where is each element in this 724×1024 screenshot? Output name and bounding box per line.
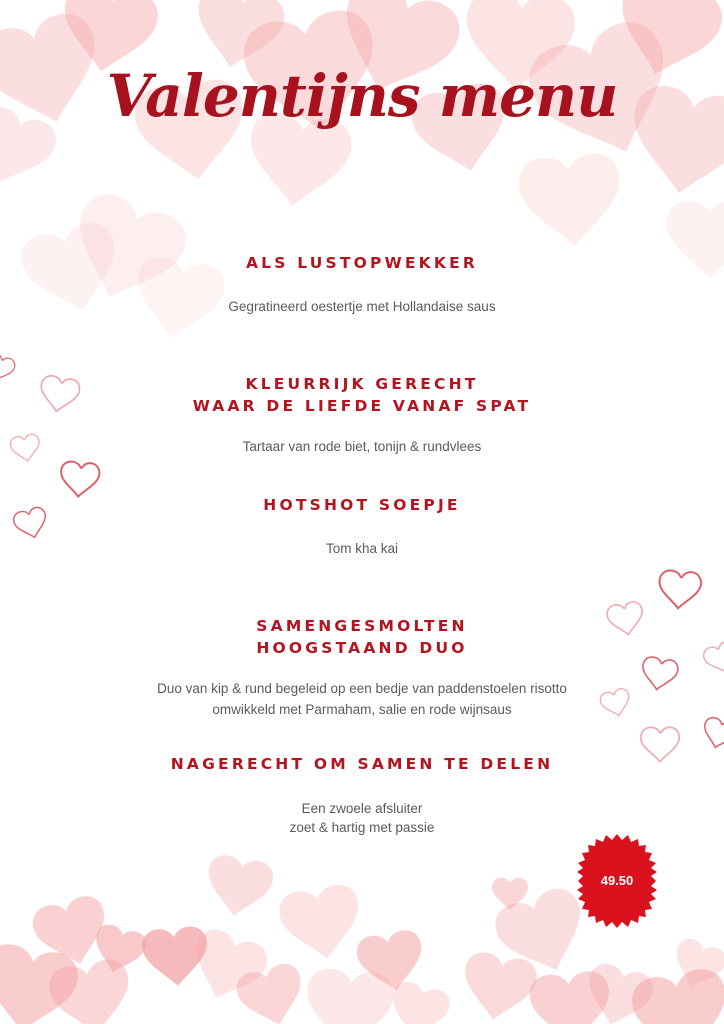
menu-title: Valentijns menu xyxy=(106,62,618,130)
course-heading: HOTSHOT SOEPJE xyxy=(263,496,461,514)
course-description-line2: omwikkeld met Parmaham, salie en rode wijnsaus xyxy=(212,702,512,717)
course-description-line2: zoet & hartig met passie xyxy=(289,820,435,835)
course-heading: SAMENGESMOLTEN xyxy=(256,617,468,635)
course-heading-line2: HOOGSTAAND DUO xyxy=(256,639,468,657)
course-heading: ALS LUSTOPWEKKER xyxy=(245,254,479,272)
course-heading: NAGERECHT OM SAMEN TE DELEN xyxy=(170,755,554,773)
course-description: Duo van kip & rund begeleid op een bedje van paddenstoelen risotto xyxy=(157,681,567,696)
course-heading: KLEURRIJK GERECHT xyxy=(245,375,479,393)
course-description: Gegratineerd oestertje met Hollandaise saus xyxy=(228,299,496,314)
course-heading-line2: WAAR DE LIEFDE VANAF SPAT xyxy=(192,397,532,415)
price-badge xyxy=(570,834,664,928)
course-description: Een zwoele afsluiter xyxy=(301,801,423,816)
right-outline-hearts xyxy=(599,569,724,761)
course-description: Tartaar van rode biet, tonijn & rundvlees xyxy=(242,439,482,454)
price-label: 49.50 xyxy=(600,873,634,888)
top-hearts xyxy=(0,0,724,345)
course-description: Tom kha kai xyxy=(325,541,399,556)
